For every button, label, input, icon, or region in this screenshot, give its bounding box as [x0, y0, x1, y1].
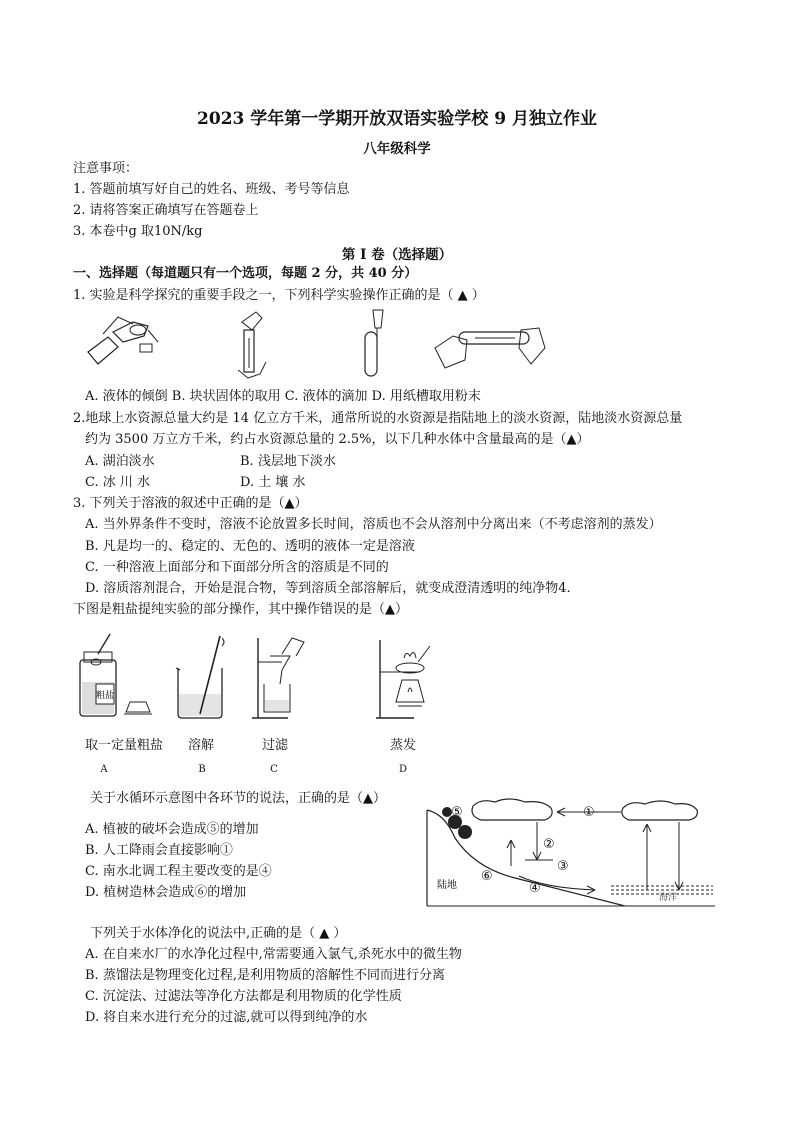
ocean-label: 海洋 — [659, 893, 678, 903]
marker-2: ② — [543, 837, 555, 852]
marker-1: ① — [583, 805, 595, 820]
q5-option-b: B. 人工降雨会直接影响① — [85, 843, 233, 858]
q2-option-a: A. 湖泊淡水 — [85, 454, 155, 469]
q3-option-a: A. 当外界条件不变时，溶液不论放置多长时间，溶质也不会从溶剂中分离出来（不考虑溶剂的蒸发） — [85, 517, 662, 532]
q4-letter-d: D — [398, 764, 408, 775]
q1-stem: 1. 实验是科学探究的重要手段之一，下列科学实验操作正确的是（ ▲ ） — [73, 288, 485, 303]
marker-4: ④ — [529, 881, 541, 896]
note-item-2: 2. 请将答案正确填写在答题卷上 — [73, 203, 259, 218]
q2-stem-line2: 约为 3500 万立方千米，约占水资源总量的 2.5%，以下几种水体中含量最高的是（▲） — [85, 432, 590, 447]
q6-option-d: D. 将自来水进行充分的过滤,就可以得到纯净的水 — [85, 1010, 368, 1025]
page-subtitle: 八年级科学 — [363, 141, 431, 157]
q6-option-c: C. 沉淀法、过滤法等净化方法都是利用物质的化学性质 — [85, 989, 402, 1004]
section-title: 第 I 卷（选择题） — [341, 247, 453, 263]
q1-options: A. 液体的倾倒 B. 块状固体的取用 C. 液体的滴加 D. 用纸槽取用粉末 — [85, 389, 481, 404]
q5-option-a: A. 植被的破坏会造成⑤的增加 — [85, 822, 259, 837]
q4-figure-filter — [248, 632, 314, 720]
q1-figure-solid-drop — [232, 308, 272, 380]
q2-option-c: C. 冰 川 水 — [85, 475, 151, 490]
q2-option-d: D. 土 壤 水 — [240, 475, 306, 490]
page-title: 2023 学年第一学期开放双语实验学校 9 月独立作业 — [197, 109, 597, 129]
q1-figure-pour-liquid — [78, 312, 168, 372]
q5-stem: 关于水循环示意图中各环节的说法，正确的是（▲） — [90, 791, 386, 806]
q4-letter-a: A — [100, 764, 108, 775]
q4-letter-b: B — [198, 764, 206, 775]
q5-option-d: D. 植树造林会造成⑥的增加 — [85, 885, 247, 900]
part-heading: 一、选择题（每道题只有一个选项，每题 2 分，共 40 分） — [73, 266, 418, 281]
q2-option-b: B. 浅层地下淡水 — [240, 454, 336, 469]
q3-option-d: D. 溶质溶剂混合，开始是混合物，等到溶质全部溶解后，就变成澄清透明的纯净物4. — [85, 581, 571, 596]
salt-bottle-label: 粗盐 — [95, 691, 115, 701]
q5-option-c: C. 南水北调工程主要改变的是④ — [85, 864, 272, 879]
q6-option-a: A. 在自来水厂的水净化过程中,常需要通入氯气,杀死水中的微生物 — [85, 947, 462, 962]
note-item-3: 3. 本卷中g 取10N/kg — [73, 224, 203, 239]
q4-figure-dissolve — [172, 634, 232, 720]
q4-letter-c: C — [270, 764, 278, 775]
q3-option-b: B. 凡是均一的、稳定的、无色的、透明的液体一定是溶液 — [85, 539, 415, 554]
land-label: 陆地 — [437, 880, 457, 891]
q6-option-b: B. 蒸馏法是物理变化过程,是利用物质的溶解性不同而进行分离 — [85, 968, 445, 983]
q4-step-b-label: 溶解 — [187, 738, 214, 753]
q4-step-d-label: 蒸发 — [389, 738, 416, 753]
marker-5: ⑤ — [451, 805, 463, 820]
water-cycle-diagram — [425, 798, 725, 908]
q4-figure-take-salt — [76, 632, 166, 722]
q3-stem: 3. 下列关于溶液的叙述中正确的是（▲） — [73, 496, 308, 511]
q4-step-c-label: 过滤 — [261, 738, 288, 753]
q4-step-a-label: 取一定量粗盐 — [84, 738, 163, 753]
q2-stem-line1: 2.地球上水资源总量大约是 14 亿立方千米，通常所说的水资源是指陆地上的淡水资源，陆地淡水资源总量 — [73, 411, 683, 426]
q1-figure-paper-trough — [435, 318, 545, 374]
q1-figure-dropper — [355, 306, 395, 378]
notes-heading: 注意事项： — [73, 161, 139, 176]
q6-stem: 下列关于水体净化的说法中,正确的是（ ▲ ） — [90, 926, 347, 941]
q3-option-c: C. 一种溶液上面部分和下面部分所含的溶质是不同的 — [85, 560, 389, 575]
note-item-1: 1. 答题前填写好自己的姓名、班级、考号等信息 — [73, 182, 350, 197]
q4-figure-evaporate — [374, 636, 440, 722]
marker-6: ⑥ — [481, 869, 493, 884]
q4-stem: 下图是粗盐提纯实验的部分操作，其中操作错误的是（▲） — [73, 602, 408, 617]
marker-3: ③ — [557, 859, 569, 874]
